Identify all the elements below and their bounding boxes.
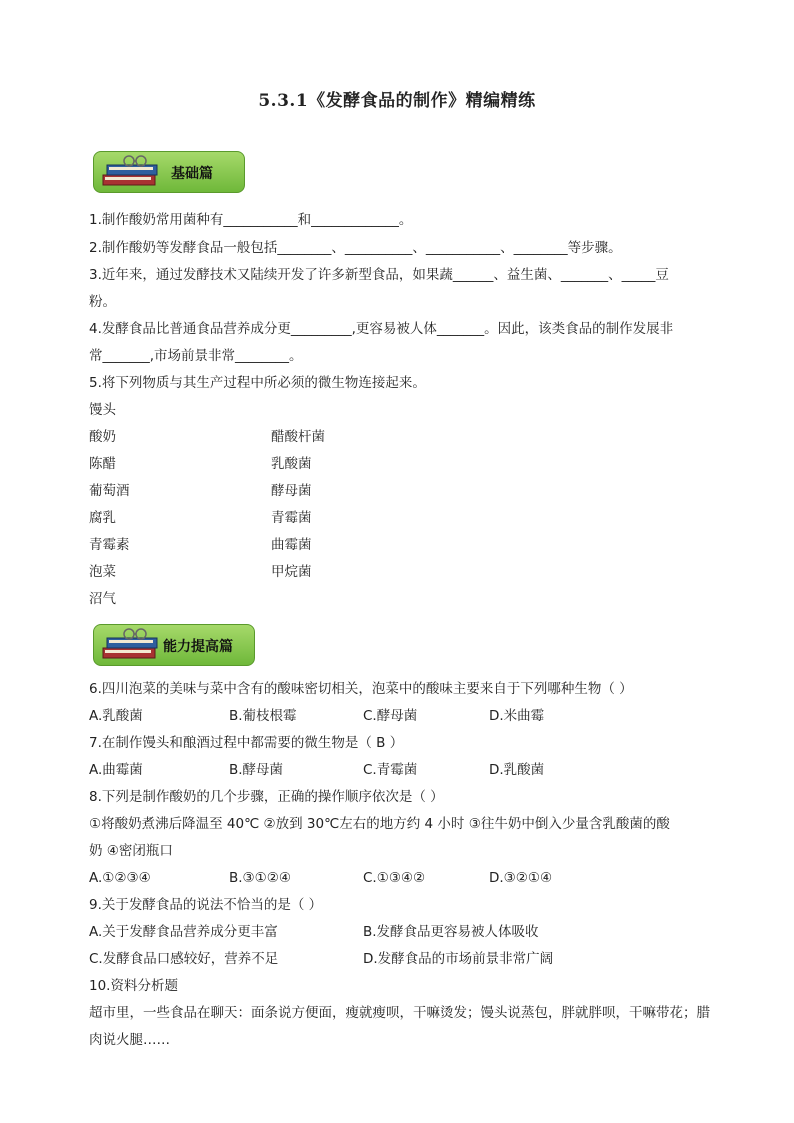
match-left-item: 沼气 xyxy=(89,591,116,607)
match-left-item: 青霉素 xyxy=(89,537,130,553)
question-5: 5.将下列物质与其生产过程中所必须的微生物连接起来。 xyxy=(89,375,426,391)
section-title-advanced: 能力提高篇 xyxy=(163,639,233,655)
option-c: C.酵母菌 xyxy=(363,708,418,724)
option-c: C.①③④② xyxy=(363,870,426,886)
question-10-line2: 超市里，一些食品在聊天：面条说方便面，瘦就瘦呗，干嘛烫发；馒头说蒸包，胖就胖呗，干嘛带花；腊 xyxy=(89,1005,710,1021)
match-left-item: 腐乳 xyxy=(89,510,116,526)
match-left-item: 陈醋 xyxy=(89,456,116,472)
option-d: D.发酵食品的市场前景非常广阔 xyxy=(363,951,554,967)
match-left-item: 葡萄酒 xyxy=(89,483,130,499)
question-1: 1.制作酸奶常用菌种有___________和_____________。 xyxy=(89,212,413,228)
option-a: A.关于发酵食品营养成分更丰富 xyxy=(89,924,278,940)
question-4-line2: 常_______,市场前景非常________。 xyxy=(89,348,303,364)
page-title: 5.3.1《发酵食品的制作》精编精练 xyxy=(258,91,536,111)
section-title-basic: 基础篇 xyxy=(171,166,213,182)
section-badge-basic xyxy=(93,149,253,193)
question-8-line2: ①将酸奶煮沸后降温至 40℃ ②放到 30℃左右的地方约 4 小时 ③往牛奶中倒入少量含乳酸菌的酸 xyxy=(89,816,670,832)
question-3-line2: 粉。 xyxy=(89,294,116,310)
question-8: 8.下列是制作酸奶的几个步骤，正确的操作顺序依次是（ ） xyxy=(89,789,444,805)
question-3-line1: 3.近年来，通过发酵技术又陆续开发了许多新型食品，如果蔬______、益生菌、_______、_____豆 xyxy=(89,267,669,283)
question-2: 2.制作酸奶等发酵食品一般包括________、__________、___________、________等步骤。 xyxy=(89,240,622,256)
books-icon xyxy=(101,626,163,664)
option-c: C.发酵食品口感较好，营养不足 xyxy=(89,951,279,967)
option-a: A.曲霉菌 xyxy=(89,762,143,778)
match-right-item: 醋酸杆菌 xyxy=(271,429,325,445)
option-b: B.③①②④ xyxy=(229,870,291,886)
match-right-item: 青霉菌 xyxy=(271,510,312,526)
option-a: A.乳酸菌 xyxy=(89,708,143,724)
match-right-item: 酵母菌 xyxy=(271,483,312,499)
question-9: 9.关于发酵食品的说法不恰当的是（ ） xyxy=(89,897,323,913)
option-b: B.酵母菌 xyxy=(229,762,284,778)
match-left-item: 馒头 xyxy=(89,402,116,418)
section-badge-advanced xyxy=(93,622,253,666)
question-6: 6.四川泡菜的美味与菜中含有的酸味密切相关，泡菜中的酸味主要来自于下列哪种生物（ ） xyxy=(89,681,633,697)
option-c: C.青霉菌 xyxy=(363,762,418,778)
option-a: A.①②③④ xyxy=(89,870,151,886)
option-b: B.发酵食品更容易被人体吸收 xyxy=(363,924,539,940)
option-d: D.米曲霉 xyxy=(489,708,545,724)
match-left-item: 泡菜 xyxy=(89,564,116,580)
question-4-line1: 4.发酵食品比普通食品营养成分更_________,更容易被人体_______。因此，该类食品的制作发展非 xyxy=(89,321,674,337)
question-10-line3: 肉说火腿…… xyxy=(89,1032,170,1048)
match-right-item: 曲霉菌 xyxy=(271,537,312,553)
option-d: D.③②①④ xyxy=(489,870,553,886)
option-d: D.乳酸菌 xyxy=(489,762,545,778)
match-left-item: 酸奶 xyxy=(89,429,116,445)
match-right-item: 甲烷菌 xyxy=(271,564,312,580)
question-8-line3: 奶 ④密闭瓶口 xyxy=(89,843,173,859)
question-10: 10.资料分析题 xyxy=(89,978,178,994)
match-right-item: 乳酸菌 xyxy=(271,456,312,472)
option-b: B.葡枝根霉 xyxy=(229,708,297,724)
books-icon xyxy=(101,153,163,191)
question-7: 7.在制作馒头和酿酒过程中都需要的微生物是（ B ） xyxy=(89,735,404,751)
